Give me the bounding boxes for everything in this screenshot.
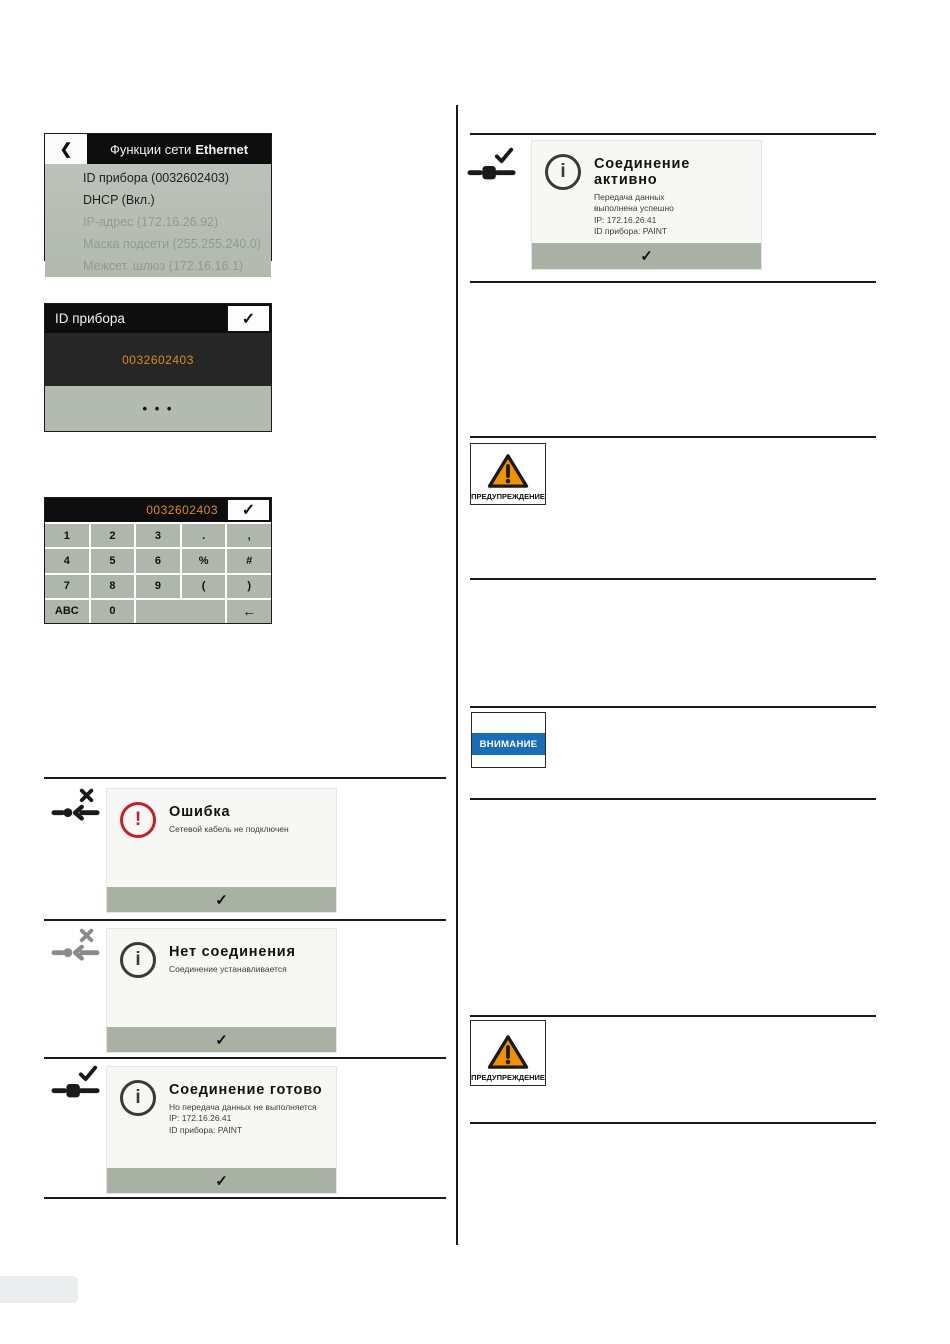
info-mark: i — [135, 949, 141, 970]
key-9[interactable]: 9 — [136, 575, 180, 598]
dialog-text: Сетевой кабель не подключен — [169, 824, 289, 834]
page-number-tab — [0, 1276, 78, 1303]
check-icon: ✓ — [241, 310, 256, 328]
error-dialog — [107, 789, 336, 912]
network-connected-icon — [52, 1064, 100, 1102]
device-id-dialog — [44, 303, 272, 432]
rule — [470, 436, 876, 438]
key-comma[interactable]: , — [227, 524, 271, 547]
confirm-button[interactable] — [107, 1168, 336, 1193]
info-icon — [545, 154, 581, 190]
back-icon: ❮ — [59, 141, 73, 158]
check-icon: ✓ — [215, 1172, 228, 1190]
device-id-dialog-header — [45, 304, 271, 333]
dialog-text: Соединение устанавливается — [169, 964, 287, 974]
warning-triangle-icon — [487, 452, 529, 490]
dialog-title: Ошибка — [169, 804, 231, 820]
check-icon: ✓ — [241, 502, 256, 519]
warning-label: ПРЕДУПРЕЖДЕНИЕ — [471, 1073, 545, 1082]
warning-label: ПРЕДУПРЕЖДЕНИЕ — [471, 492, 545, 501]
dialog-title: Соединение готово — [169, 1082, 323, 1098]
confirm-button[interactable] — [107, 1027, 336, 1052]
dialog-text: выполнена успешно — [594, 203, 674, 214]
ethernet-menu — [44, 133, 272, 273]
key-hash[interactable]: # — [227, 549, 271, 572]
dialog-title: Нет соединения — [169, 944, 296, 960]
menu-title-bold: Ethernet — [195, 141, 249, 157]
key-backspace[interactable] — [227, 600, 271, 623]
back-button[interactable] — [45, 134, 87, 164]
info-mark: i — [560, 161, 566, 182]
key-5[interactable]: 5 — [91, 549, 135, 572]
exclamation-mark: ! — [134, 809, 142, 830]
connection-active-dialog — [532, 141, 761, 269]
check-icon: ✓ — [640, 248, 653, 265]
info-icon — [120, 1080, 156, 1116]
menu-item-ip-address: IP-адрес (172.16.26.92) — [83, 215, 219, 229]
rule — [470, 133, 876, 135]
ethernet-menu-header — [45, 134, 271, 164]
no-connection-dialog — [107, 929, 336, 1052]
key-2[interactable]: 2 — [91, 524, 135, 547]
dialog-text: Но передача данных не выполняется — [169, 1102, 317, 1112]
menu-item-device-id[interactable]: ID прибора (0032602403) — [83, 171, 230, 185]
key-close-paren[interactable]: ) — [227, 575, 271, 598]
keypad-grid — [45, 522, 271, 623]
network-disconnected-icon — [52, 786, 100, 824]
confirm-button[interactable] — [532, 243, 761, 269]
info-mark: i — [135, 1087, 141, 1108]
key-1[interactable]: 1 — [45, 524, 89, 547]
keypad-confirm-button[interactable] — [226, 498, 271, 522]
rule — [470, 578, 876, 580]
more-button[interactable] — [45, 386, 271, 431]
rule — [470, 798, 876, 800]
connection-ready-dialog-content — [107, 1067, 336, 1168]
connection-active-dialog-content — [532, 141, 761, 243]
error-icon — [120, 802, 156, 838]
key-percent[interactable]: % — [182, 549, 226, 572]
warning-admonition — [470, 1020, 546, 1086]
rule — [470, 281, 876, 283]
menu-item-dhcp[interactable]: DHCP (Вкл.) — [83, 193, 155, 207]
notice-label: ВНИМАНИЕ — [472, 733, 545, 755]
key-period[interactable]: . — [182, 524, 226, 547]
no-connection-dialog-content — [107, 929, 336, 1027]
rule — [44, 919, 446, 921]
info-icon — [120, 942, 156, 978]
ellipsis-icon: • • • — [142, 401, 174, 416]
key-4[interactable]: 4 — [45, 549, 89, 572]
key-6[interactable]: 6 — [136, 549, 180, 572]
menu-title-text: Функции сети — [109, 141, 192, 157]
keypad-display-value: 0032602403 — [146, 503, 218, 517]
device-id-value: 0032602403 — [45, 333, 271, 386]
rule — [44, 1057, 446, 1059]
key-3[interactable]: 3 — [136, 524, 180, 547]
warning-admonition — [470, 443, 546, 505]
key-7[interactable]: 7 — [45, 575, 89, 598]
network-connected-icon — [468, 146, 516, 184]
dialog-device-id: ID прибора: PAINT — [169, 1124, 243, 1135]
warning-triangle-icon — [487, 1033, 529, 1071]
check-icon: ✓ — [215, 1031, 228, 1049]
key-0[interactable]: 0 — [91, 600, 135, 623]
key-open-paren[interactable]: ( — [182, 575, 226, 598]
dialog-text: Передача данных — [594, 192, 665, 202]
menu-title — [87, 134, 271, 164]
connection-ready-dialog — [107, 1067, 336, 1193]
dialog-title: Соединение активно — [594, 156, 691, 188]
dialog-ip: IP: 172.16.26.41 — [169, 1113, 232, 1124]
menu-body — [45, 164, 271, 277]
backspace-icon: ← — [242, 603, 257, 620]
rule — [470, 706, 876, 708]
numeric-keypad — [44, 497, 272, 624]
column-divider — [456, 105, 458, 1245]
keypad-display-bar — [45, 498, 271, 522]
confirm-button[interactable] — [226, 304, 271, 333]
network-disconnected-icon — [52, 926, 100, 964]
menu-item-gateway: Межсет. шлюз (172.16.16.1) — [83, 259, 244, 273]
key-8[interactable]: 8 — [91, 575, 135, 598]
rule — [470, 1015, 876, 1017]
confirm-button[interactable] — [107, 887, 336, 912]
menu-item-subnet-mask: Маска подсети (255.255.240.0) — [83, 237, 261, 251]
rule — [44, 777, 446, 779]
rule — [44, 1197, 446, 1199]
device-id-dialog-title: ID прибора — [55, 311, 125, 326]
error-dialog-content — [107, 789, 336, 887]
dialog-ip: IP: 172.16.26.41 — [594, 214, 657, 225]
key-space[interactable] — [136, 600, 225, 623]
check-icon: ✓ — [215, 891, 228, 909]
key-abc[interactable]: ABC — [45, 600, 89, 623]
rule — [470, 1122, 876, 1124]
dialog-device-id: ID прибора: PAINT — [594, 226, 668, 237]
notice-admonition — [471, 712, 546, 768]
